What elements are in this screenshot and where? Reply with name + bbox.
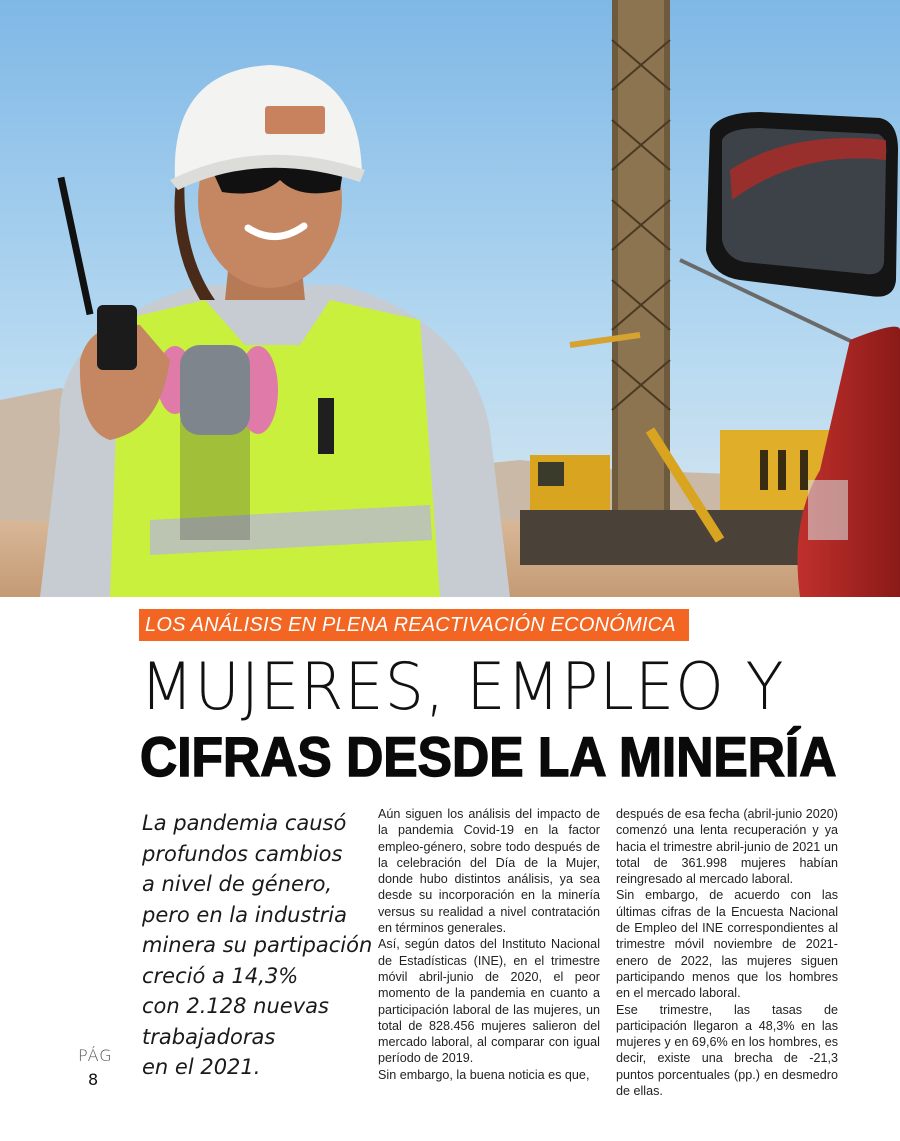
lead-paragraph [142, 808, 373, 1083]
body-paragraph: Sin embargo, la buena noticia es que, [378, 1067, 590, 1082]
body-paragraph: Así, según datos del Instituto Nacional de Estadísticas (INE), en el trimestre móvil abril-junio de 2020, el peor momento de la pandemia en cuanto a participación laboral de las mujeres, un total de 828.456 mujeres salieron del mercado laboral, al comparar con igual período de 2019. [378, 937, 600, 1066]
headline-line-1: MUJERES, EMPLEO Y [140, 647, 785, 725]
body-paragraph: después de esa fecha (abril-junio 2020) comenzó una lenta recuperación y ya hacia el trimestre abril-junio de 2021 un total de 361.998 mujeres habían reingresado al mercado laboral. [616, 807, 838, 887]
lead-line: en el 2021. [142, 1055, 261, 1079]
lead-line: creció a 14,3% [142, 963, 299, 988]
body-column-2 [616, 806, 838, 1099]
lead-line: pero en la industria [142, 902, 347, 927]
body-column-1 [378, 806, 600, 1083]
body-paragraph: Ese trimestre, las tasas de participación llegaron a 48,3% en las mujeres y en 69,6% en los hombres, es decir, existe una brecha de -21,3 puntos porcentuales (pp.) en desmedro de ellas. [616, 1002, 838, 1099]
lead-line: a nivel de género, [142, 872, 333, 896]
lead-line: trabajadoras [142, 1024, 276, 1049]
body-paragraph: Sin embargo, de acuerdo con las últimas cifras de la Encuesta Nacional de Empleo del INE correspondientes al trimestre móvil noviembre de 2021-enero de 2022, las mujeres siguen participando menos que los hombres en el mercado laboral. [616, 888, 838, 1001]
page-label: PÁG [78, 1046, 113, 1065]
lead-line: La pandemia causó [142, 811, 347, 835]
body-paragraph: Aún siguen los análisis del impacto de la pandemia Covid-19 en la factor empleo-género, sobre todo después de la celebración del Día de la Mujer, donde hubo distintos análisis, ya sea desde su incorporación en la minería versus su realidad a nivel contratación en términos generales. [378, 807, 600, 936]
lead-line: con 2.128 nuevas [142, 994, 329, 1018]
lead-line: minera su partipación [142, 933, 373, 957]
page-number: 8 [88, 1070, 99, 1089]
lead-line: profundos cambios [142, 841, 343, 866]
headline-line-2: CIFRAS DESDE LA MINERÍA [140, 725, 837, 788]
section-kicker: LOS ANÁLISIS EN PLENA REACTIVACIÓN ECONÓMICA [139, 609, 689, 641]
